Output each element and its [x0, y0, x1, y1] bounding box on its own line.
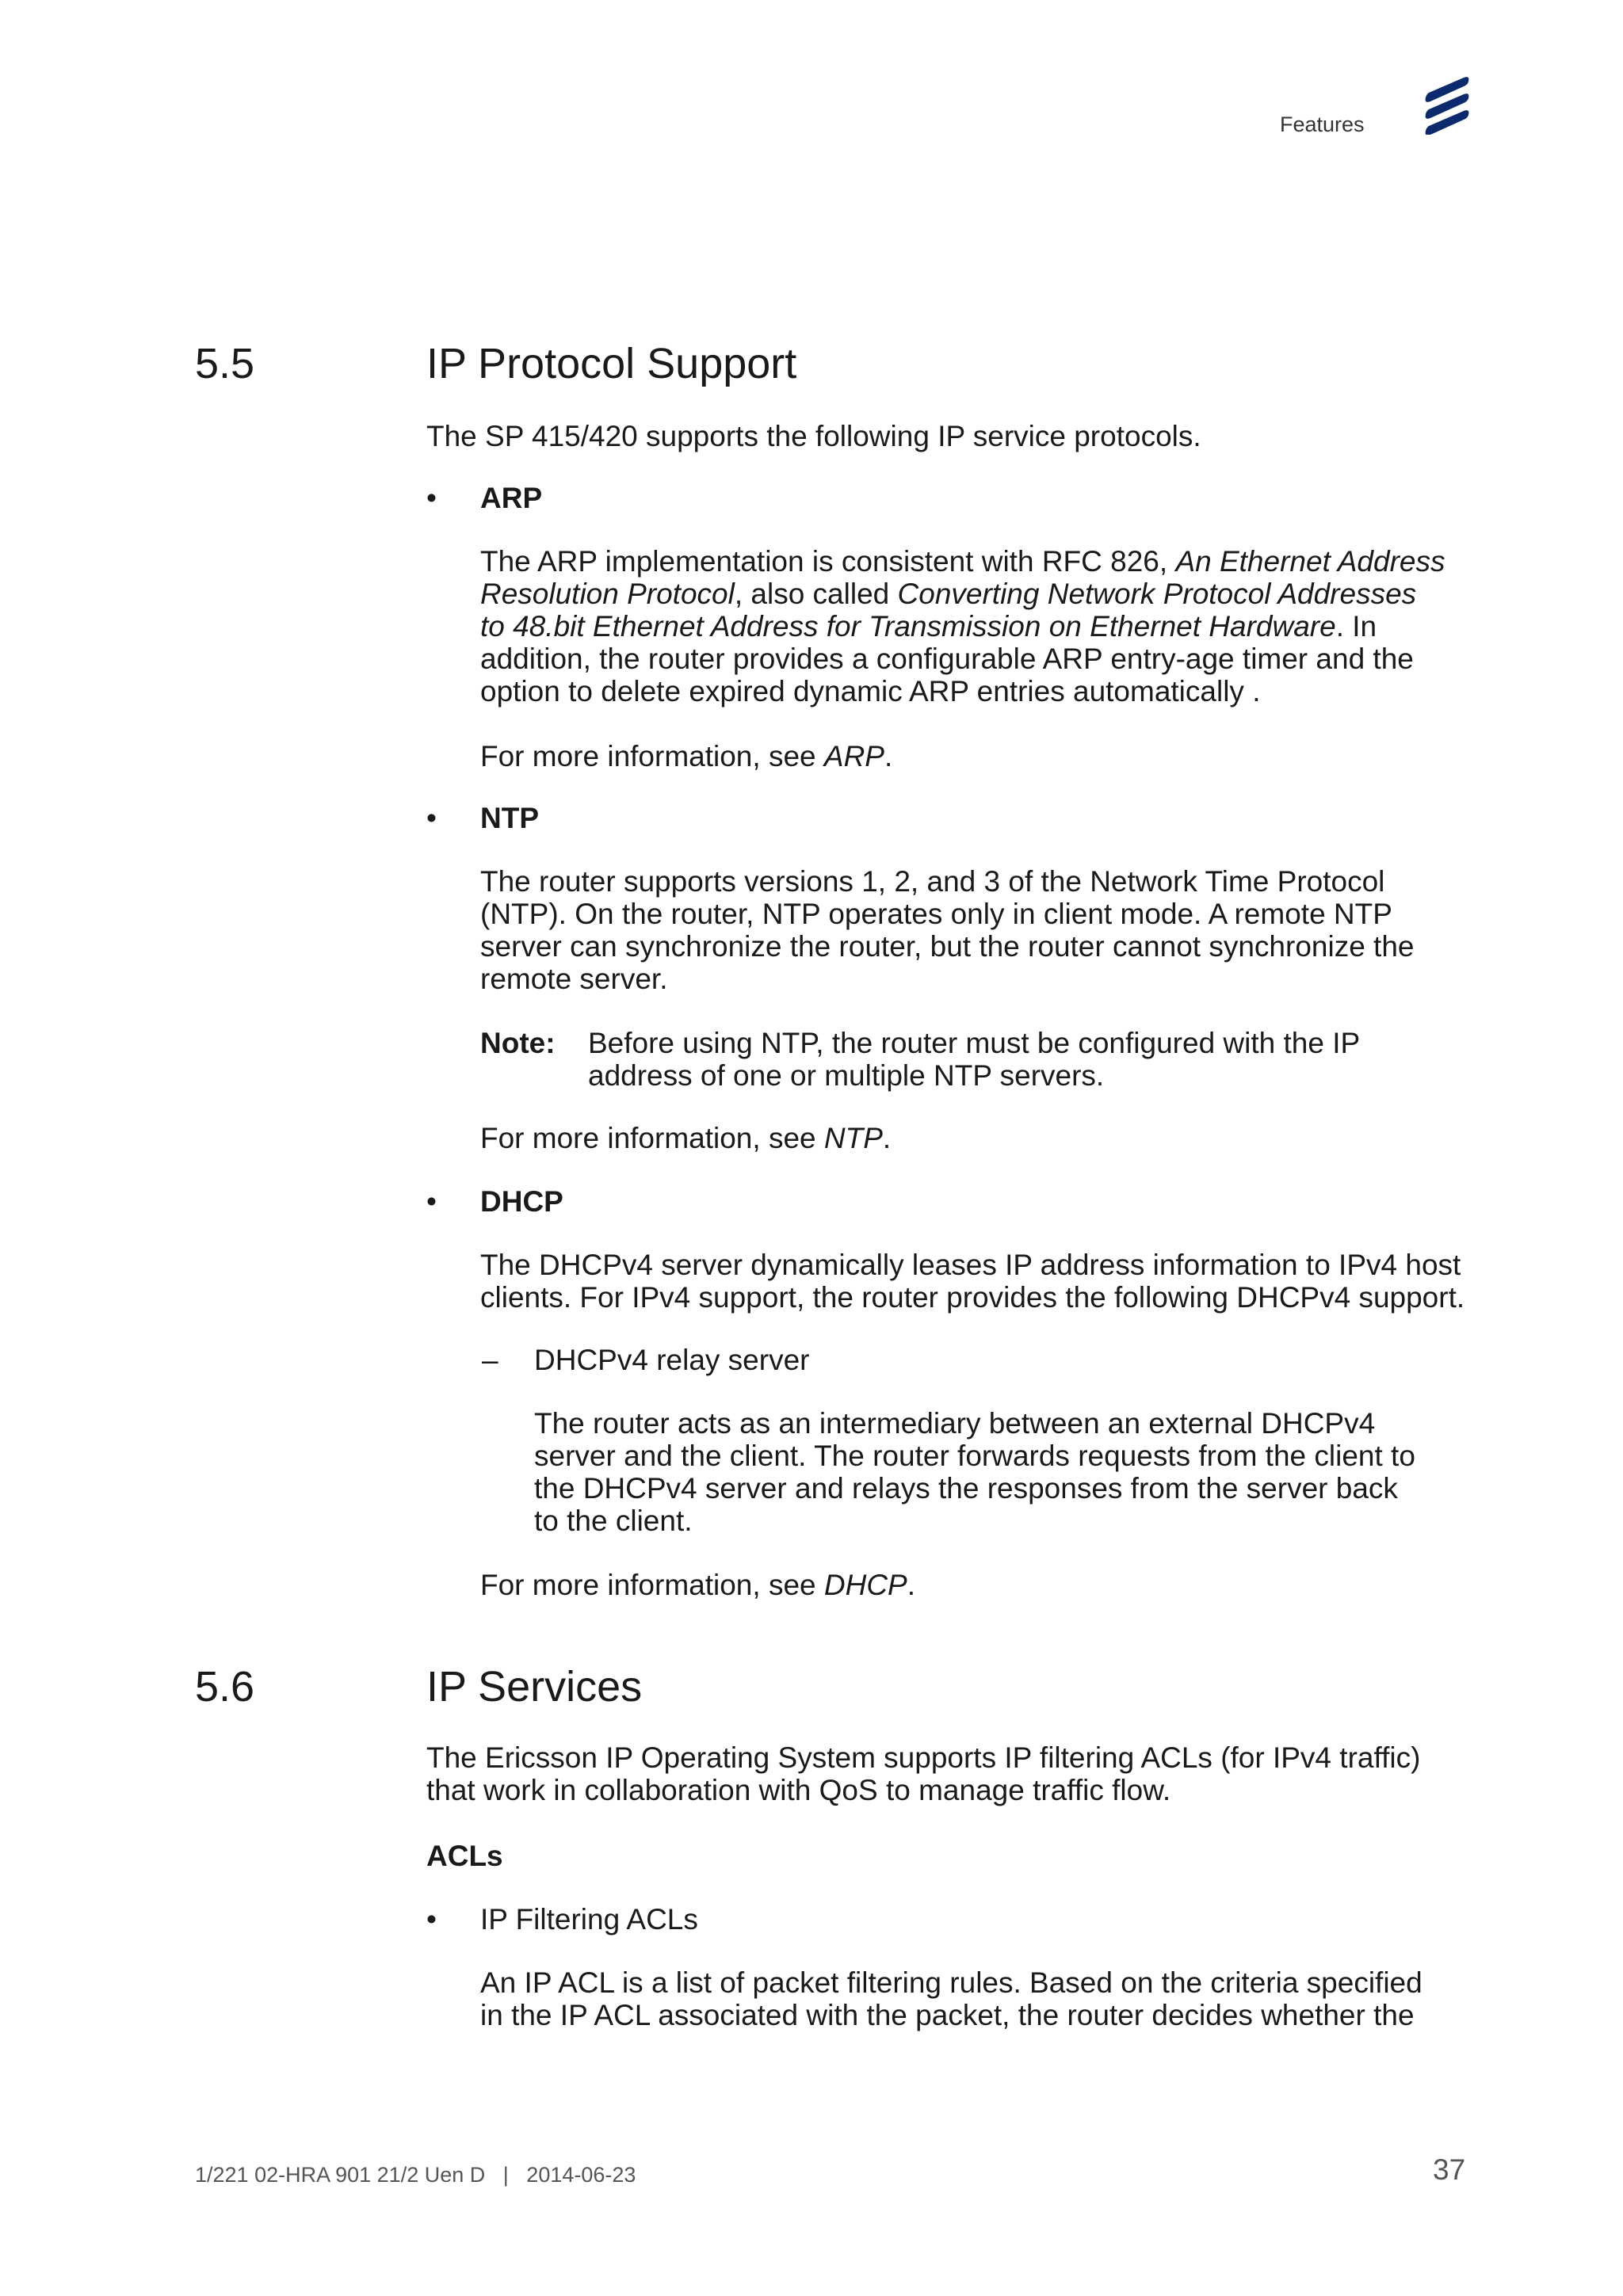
note-text: Before using NTP, the router must be configured with the IP address of one or multiple NTP servers. — [588, 1027, 1361, 1092]
section-number: 5.6 — [195, 1663, 255, 1711]
section-title: IP Services — [426, 1663, 643, 1711]
section-title: IP Protocol Support — [426, 340, 797, 387]
arp-link[interactable]: ARP — [823, 740, 884, 772]
ntp-link[interactable]: NTP — [823, 1122, 883, 1154]
section-intro: The Ericsson IP Operating System supports IP filtering ACLs (for IPv4 traffic) that work in collaboration with QoS to manage traffic flow. — [426, 1741, 1421, 1806]
page-number: 37 — [1433, 2153, 1466, 2186]
arp-heading: ARP — [480, 482, 543, 514]
header-label: Features — [1280, 113, 1365, 136]
acl-bullet-heading: IP Filtering ACLs — [480, 1903, 698, 1936]
bullet-marker: • — [426, 482, 437, 514]
dhcp-heading: DHCP — [480, 1185, 563, 1218]
bullet-marker: • — [426, 1185, 437, 1218]
dhcp-sub-paragraph: The router acts as an intermediary between an external DHCPv4 server and the client. The router forwards requests from the client to the DHCPv4 server and relays the responses from the server back to the client. — [534, 1407, 1415, 1537]
footer-doc-info: 1/221 02-HRA 901 21/2 Uen D | 2014-06-23 — [195, 2163, 636, 2187]
section-intro: The SP 415/420 supports the following IP service protocols. — [426, 420, 1201, 452]
arp-paragraph: The ARP implementation is consistent with RFC 826, An Ethernet Address Resolution Protocol, also called Converting Network Protocol Addresses to 48.bit Ethernet Address for Transmission on Ethernet Hardware. In addition, the router provides a configurable ARP entry-age timer and the option to delete expired dynamic ARP entries automatically . — [480, 545, 1445, 707]
dhcp-paragraph: The DHCPv4 server dynamically leases IP address information to IPv4 host clients. For IPv4 support, the router provides the following DHCPv4 support. — [480, 1249, 1465, 1314]
arp-more-info: For more information, see ARP. — [480, 740, 893, 772]
dhcp-link[interactable]: DHCP — [823, 1569, 907, 1601]
dhcp-sub-heading: DHCPv4 relay server — [534, 1344, 810, 1376]
ntp-paragraph: The router supports versions 1, 2, and 3 of the Network Time Protocol (NTP). On the router, NTP operates only in client mode. A remote NTP server can synchronize the router, but the router cannot synchronize the remote server. — [480, 865, 1415, 995]
ericsson-logo-icon — [1424, 75, 1472, 135]
note-label: Note: — [480, 1027, 556, 1059]
acls-heading: ACLs — [426, 1840, 503, 1872]
bullet-marker: • — [426, 802, 437, 834]
bullet-marker: • — [426, 1903, 437, 1936]
dhcp-more-info: For more information, see DHCP. — [480, 1569, 916, 1601]
acl-paragraph: An IP ACL is a list of packet filtering rules. Based on the criteria specified in the IP ACL associated with the packet, the router decides whether the — [480, 1966, 1423, 2031]
section-number: 5.5 — [195, 340, 255, 387]
ntp-more-info: For more information, see NTP. — [480, 1122, 892, 1154]
ntp-heading: NTP — [480, 802, 539, 834]
dash-marker: – — [482, 1344, 498, 1376]
